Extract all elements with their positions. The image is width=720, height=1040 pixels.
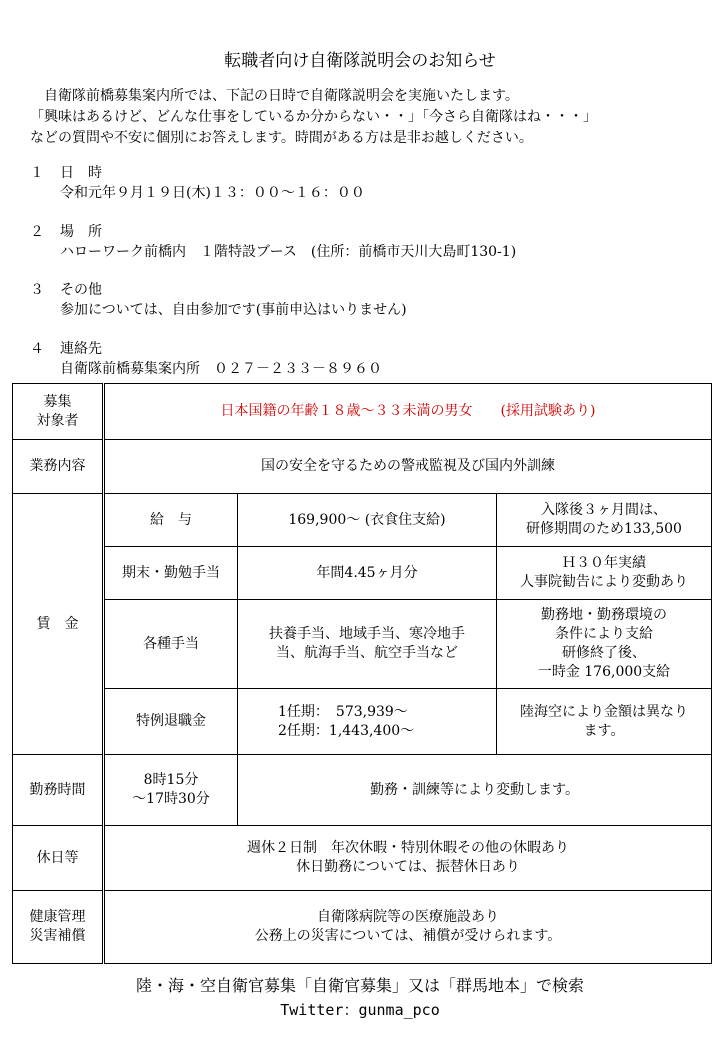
section-number: １: [30, 165, 44, 181]
hours-note: 勤務・訓練等により変動します。: [238, 755, 712, 826]
row-label: 賃 金: [13, 494, 104, 755]
row-label: 勤務時間: [13, 755, 104, 826]
duty-value: 国の安全を守るための警戒監視及び国内外訓練: [104, 440, 712, 494]
row-label: 募集 対象者: [13, 384, 104, 440]
table-row: [13, 440, 712, 494]
section-heading: 場 所: [60, 224, 102, 240]
row-label: 健康管理 災害補償: [13, 891, 104, 964]
bonus-value: 年間4.45ヶ月分: [238, 547, 497, 600]
table-row: [13, 755, 712, 826]
intro-line: 自衛隊前橋募集案内所では、下記の日時で自衛隊説明会を実施いたします。: [44, 88, 519, 104]
retirement-note: 陸海空により金額は異なり ます。: [497, 689, 712, 755]
section-body: 令和元年９月１９日(木)１３：００～１６：００: [60, 185, 365, 201]
section-venue: [30, 222, 516, 262]
search-hint: 陸・海・空自衛官募集「自衛官募集」又は「群馬地本」で検索: [135, 976, 584, 995]
table-row: [13, 689, 712, 755]
recruitment-table: [12, 383, 712, 964]
section-number: ２: [30, 224, 44, 240]
table-row: [13, 384, 712, 440]
salary-value: 169,900～ (衣食住支給): [238, 494, 497, 547]
allowance-value: 扶養手当、地域手当、寒冷地手 当、航海手当、航空手当など: [238, 600, 497, 689]
retirement-value: 1任期： 573,939～ 2任期：1,443,400～: [238, 689, 497, 755]
page-title: 転職者向け自衛隊説明会のお知らせ: [224, 51, 496, 71]
target-value: 日本国籍の年齢１８歳～３３未満の男女 (採用試験あり): [104, 384, 712, 440]
section-heading: 日 時: [60, 165, 102, 181]
hours-value: 8時15分 ～17時30分: [104, 755, 238, 826]
allowance-label: 各種手当: [104, 600, 238, 689]
salary-label: 給 与: [104, 494, 238, 547]
section-other: [30, 280, 407, 320]
table-row: [13, 826, 712, 891]
table-row: [13, 600, 712, 689]
allowance-note: 勤務地・勤務環境の 条件により支給 研修終了後、 一時金 176,000支給: [497, 600, 712, 689]
section-body: 参加については、自由参加です(事前申込はいりません): [60, 302, 407, 318]
footer: [0, 973, 720, 1021]
section-number: ４: [30, 341, 44, 357]
section-number: ３: [30, 282, 44, 298]
intro-line: などの質問や不安に個別にお答えします。時間がある方は是非お越しください。: [30, 130, 533, 146]
retirement-label: 特例退職金: [104, 689, 238, 755]
holiday-value: 週休２日制 年次休暇・特別休暇その他の休暇あり 休日勤務については、振替休日あり: [104, 826, 712, 891]
table-row: [13, 547, 712, 600]
row-label: 業務内容: [13, 440, 104, 494]
intro-line: 「興味はあるけど、どんな仕事をしているか分からない・・」「今さら自衛隊はね・・・」: [30, 109, 597, 125]
section-datetime: [30, 163, 365, 203]
bonus-note: Ｈ３０年実績 人事院勧告により変動あり: [497, 547, 712, 600]
section-body: 自衛隊前橋募集案内所 ０２７－２３３－８９６０: [60, 361, 382, 377]
section-contact: [30, 339, 382, 379]
table-row: [13, 494, 712, 547]
section-heading: その他: [60, 282, 102, 298]
section-body: ハローワーク前橋内 １階特設ブース (住所：前橋市天川大島町130-1): [60, 244, 517, 260]
section-heading: 連絡先: [60, 341, 102, 357]
health-value: 自衛隊病院等の医療施設あり 公務上の災害については、補償が受けられます。: [104, 891, 712, 964]
intro-text: [30, 86, 705, 149]
row-label: 休日等: [13, 826, 104, 891]
table-row: [13, 891, 712, 964]
twitter-handle: Twitter：gunma_pco: [280, 1001, 440, 1019]
bonus-label: 期末・勤勉手当: [104, 547, 238, 600]
salary-note: 入隊後３ヶ月間は、 研修期間のため133,500: [497, 494, 712, 547]
